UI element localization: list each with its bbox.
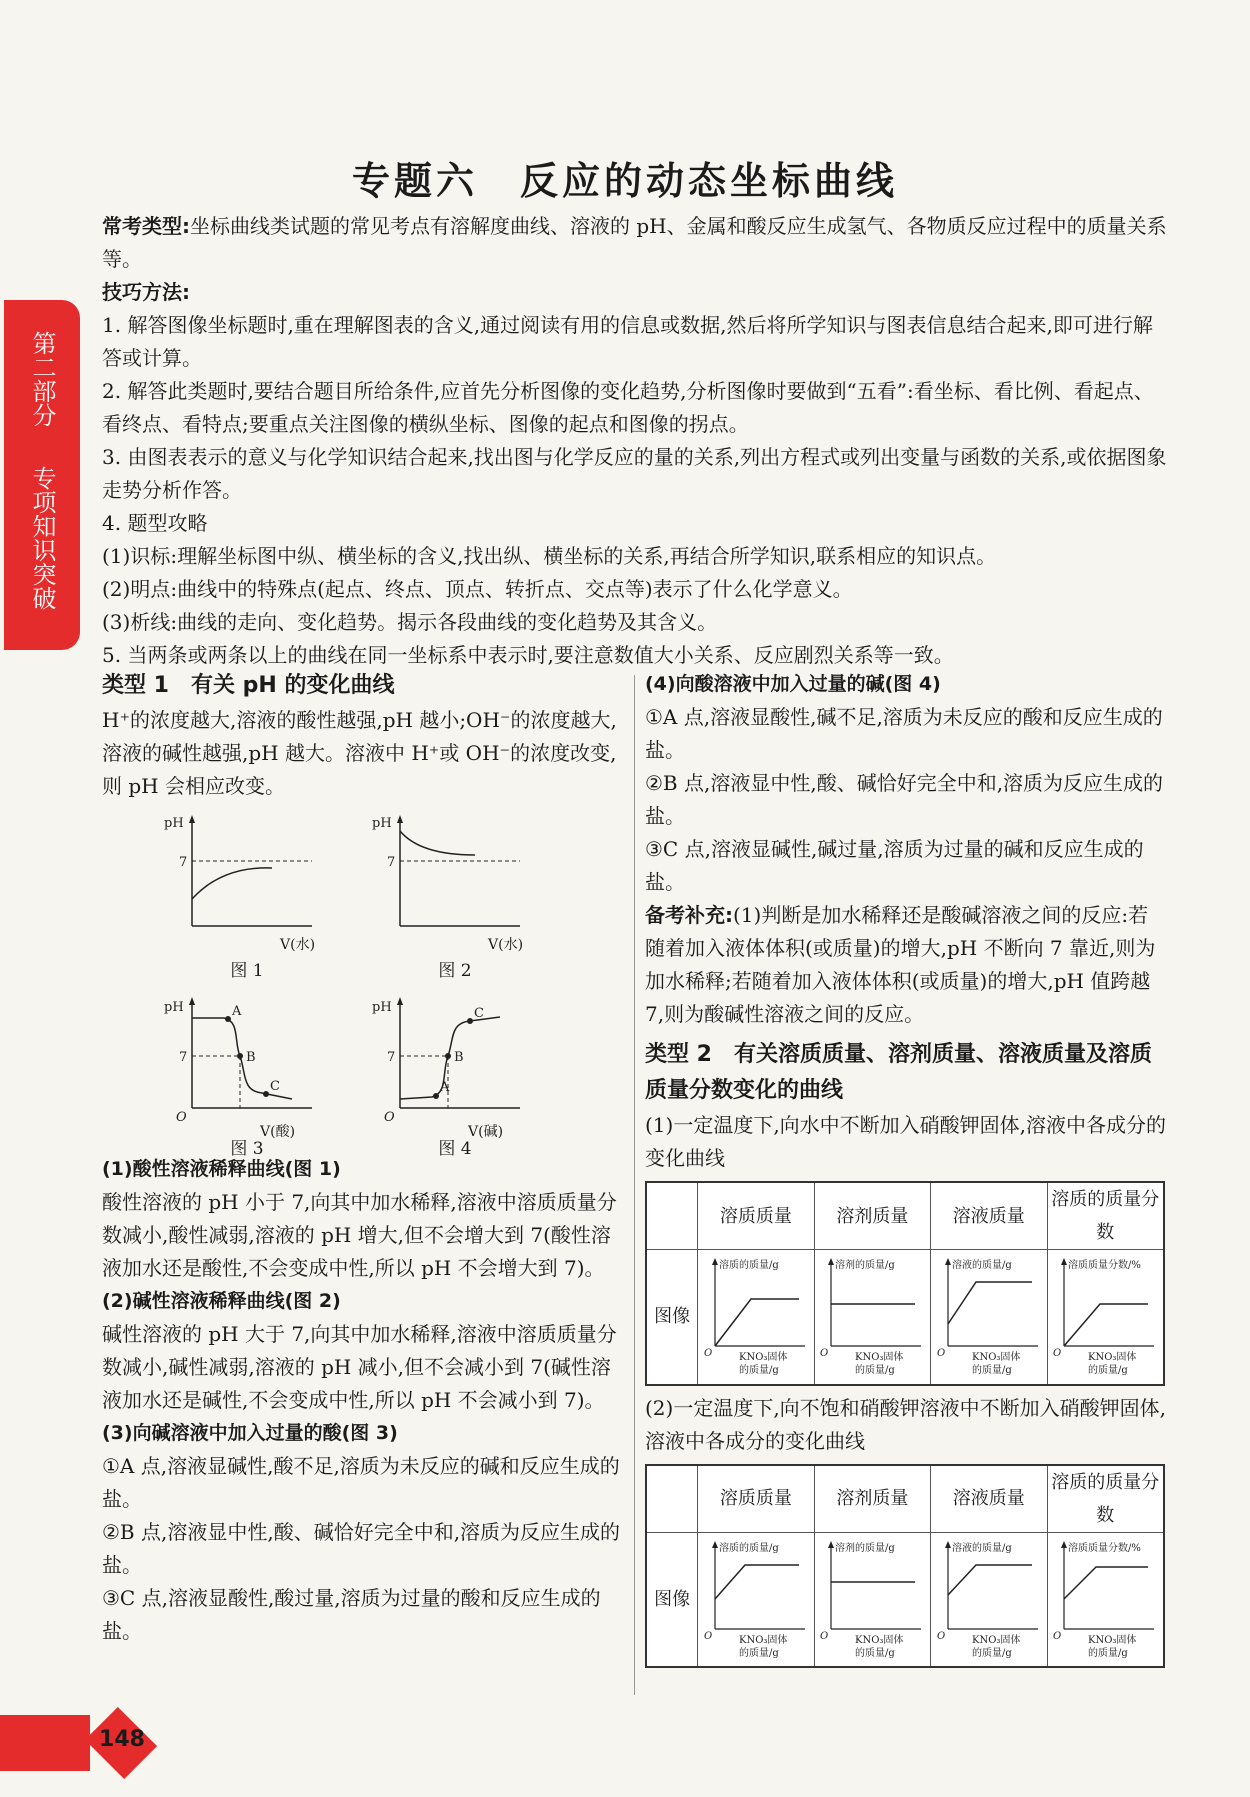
svg-text:的质量/g: 的质量/g — [855, 1365, 896, 1377]
t1-graph-solute — [698, 1250, 814, 1385]
tip-item: 1. 解答图像坐标题时,重在理解图表的含义,通过阅读有用的信息或数据,然后将所学知识与图表信息结合起来,即可进行解答或计算。 — [102, 313, 1153, 370]
tip-item: 5. 当两条或两条以上的曲线在同一坐标系中表示时,要注意数值大小关系、反应剧烈关系等一致。 — [102, 643, 954, 667]
tip-item: 2. 解答此类题时,要结合题目所给条件,应首先分析图像的变化趋势,分析图像时要做到“五看”:看坐标、看比例、看起点、看终点、看特点;要重点关注图像的横纵坐标、图像的起点和图像的拐点。 — [102, 379, 1154, 436]
intro-section — [102, 210, 1168, 672]
t1-header: 溶质的质量分数 — [1047, 1182, 1164, 1250]
fig3-point-a: A — [232, 1004, 242, 1019]
t2-graph-solvent — [814, 1532, 930, 1667]
fig2-xlabel: V(水) — [488, 937, 524, 953]
s3-title: (3)向碱溶液中加入过量的酸(图 3) — [102, 1422, 398, 1444]
tips-label: 技巧方法: — [102, 280, 190, 304]
figure-4 — [370, 993, 530, 1140]
fig3-ylabel: pH — [164, 1000, 184, 1015]
section-tab — [4, 300, 80, 650]
note-label: 备考补充: — [645, 903, 733, 927]
page-footer-bar — [0, 1715, 90, 1771]
svg-text:O: O — [820, 1348, 829, 1360]
s3-item: ②B 点,溶液显中性,酸、碱恰好完全中和,溶质为反应生成的盐。 — [102, 1520, 621, 1577]
t1-graph-solvent — [814, 1250, 930, 1385]
fig2-seven: 7 — [387, 855, 396, 870]
svg-text:溶质质量分数/%: 溶质质量分数/% — [1068, 1542, 1142, 1554]
svg-text:O: O — [703, 1630, 713, 1642]
section-tab-title: 专项知识突破 — [28, 466, 56, 610]
svg-text:O: O — [1053, 1630, 1062, 1642]
svg-text:溶剂的质量/g: 溶剂的质量/g — [835, 1542, 896, 1554]
fig3-point-c: C — [270, 1079, 280, 1094]
svg-text:的质量/g: 的质量/g — [738, 1365, 779, 1377]
fig4-point-a: A — [440, 1080, 450, 1095]
t1-header: 溶液质量 — [931, 1182, 1047, 1250]
s3-item: ③C 点,溶液显酸性,酸过量,溶质为过量的酸和反应生成的盐。 — [102, 1586, 601, 1643]
fig2-ylabel: pH — [372, 816, 392, 831]
svg-text:KNO₃固体: KNO₃固体 — [738, 1634, 788, 1646]
t2-header: 溶液质量 — [931, 1465, 1047, 1533]
t1-header: 溶剂质量 — [814, 1182, 930, 1250]
t2-row-label: 图像 — [646, 1532, 698, 1667]
fig4-seven: 7 — [387, 1050, 396, 1065]
table1-intro: (1)一定温度下,向水中不断加入硝酸钾固体,溶液中各成分的变化曲线 — [645, 1113, 1167, 1170]
t2-graph-solute — [698, 1532, 814, 1667]
note-text: (1)判断是加水稀释还是酸碱溶液之间的反应:若随着加入液体体积(或质量)的增大,pH 不断向 7 靠近,则为加水稀释;若随着加入液体体积(或质量)的增大,pH 值跨越 7,则为酸碱性溶液之间的反应。 — [645, 903, 1156, 1026]
svg-text:O: O — [703, 1348, 713, 1360]
ph-figures — [102, 803, 624, 1159]
svg-text:的质量/g: 的质量/g — [1088, 1647, 1129, 1659]
figure-1 — [162, 811, 322, 951]
t1-graph-fraction — [1047, 1250, 1164, 1385]
t2-header: 溶质的质量分数 — [1047, 1465, 1164, 1533]
t1-header: 溶质质量 — [698, 1182, 814, 1250]
svg-text:溶质的质量/g: 溶质的质量/g — [718, 1260, 779, 1272]
fig4-caption: 图 4 — [438, 1139, 472, 1159]
t2-header: 溶质质量 — [698, 1465, 814, 1533]
svg-text:O: O — [936, 1348, 945, 1360]
s2-title: (2)碱性溶液稀释曲线(图 2) — [102, 1290, 341, 1312]
fig3-point-b: B — [246, 1050, 256, 1065]
t2-graph-fraction — [1047, 1532, 1164, 1667]
left-column — [102, 668, 624, 1648]
svg-text:的质量/g: 的质量/g — [738, 1647, 779, 1659]
fig3-origin: O — [176, 1110, 187, 1123]
tip-item: 3. 由图表表示的意义与化学知识结合起来,找出图与化学反应的量的关系,列出方程式或列出变量与函数的关系,或依据图象走势分析作答。 — [102, 445, 1167, 502]
table-1 — [645, 1181, 1165, 1386]
column-divider — [634, 675, 635, 1695]
svg-text:O: O — [1053, 1348, 1062, 1360]
fig2-caption: 图 2 — [438, 961, 472, 981]
tip-item: (2)明点:曲线中的特殊点(起点、终点、顶点、转折点、交点等)表示了什么化学意义。 — [102, 577, 853, 601]
svg-text:溶质的质量/g: 溶质的质量/g — [718, 1542, 779, 1554]
svg-text:溶质质量分数/%: 溶质质量分数/% — [1068, 1260, 1142, 1272]
s2-text: 碱性溶液的 pH 大于 7,向其中加水稀释,溶液中溶质质量分数减小,碱性减弱,溶液的 pH 减小,但不会减小到 7(碱性溶液加水还是碱性,不会变成中性,所以 pH 不会减小到 7)。 — [102, 1322, 617, 1412]
right-column — [645, 668, 1167, 1668]
svg-text:的质量/g: 的质量/g — [971, 1365, 1012, 1377]
svg-text:O: O — [936, 1630, 945, 1642]
svg-text:KNO₃固体: KNO₃固体 — [738, 1352, 788, 1364]
tip-item: 4. 题型攻略 — [102, 511, 208, 535]
t1-graph-solution — [931, 1250, 1047, 1385]
fig3-seven: 7 — [179, 1050, 188, 1065]
fig1-seven: 7 — [179, 855, 188, 870]
common-types-text: 坐标曲线类试题的常见考点有溶解度曲线、溶液的 pH、金属和酸反应生成氢气、各物质反应过程中的质量关系等。 — [102, 214, 1167, 271]
t2-header: 溶剂质量 — [814, 1465, 930, 1533]
fig1-xlabel: V(水) — [280, 937, 316, 953]
svg-text:KNO₃固体: KNO₃固体 — [855, 1352, 904, 1364]
s1-text: 酸性溶液的 pH 小于 7,向其中加水稀释,溶液中溶质质量分数减小,酸性减弱,溶液的 pH 增大,但不会增大到 7(酸性溶液加水还是酸性,不会变成中性,所以 pH 不会增大到 7)。 — [102, 1190, 617, 1280]
svg-text:溶液的质量/g: 溶液的质量/g — [951, 1260, 1012, 1272]
tip-item: (1)识标:理解坐标图中纵、横坐标的含义,找出纵、横坐标的关系,再结合所学知识,联系相应的知识点。 — [102, 544, 997, 568]
fig4-xlabel: V(碱) — [468, 1124, 504, 1140]
figure-2 — [370, 811, 530, 951]
table-2 — [645, 1464, 1165, 1669]
svg-text:O: O — [820, 1630, 829, 1642]
s4-item: ②B 点,溶液显中性,酸、碱恰好完全中和,溶质为反应生成的盐。 — [645, 771, 1164, 828]
svg-text:的质量/g: 的质量/g — [855, 1647, 896, 1659]
page-title: 专题六 反应的动态坐标曲线 — [351, 159, 898, 203]
page-number: 148 — [99, 1727, 145, 1752]
fig1-caption: 图 1 — [230, 961, 264, 981]
fig4-ylabel: pH — [372, 1000, 392, 1015]
svg-text:KNO₃固体: KNO₃固体 — [971, 1634, 1021, 1646]
fig4-origin: O — [384, 1110, 395, 1123]
fig3-xlabel: V(酸) — [260, 1124, 296, 1140]
svg-text:KNO₃固体: KNO₃固体 — [971, 1352, 1021, 1364]
t2-graph-solution — [931, 1532, 1047, 1667]
fig1-ylabel: pH — [164, 816, 184, 831]
svg-text:溶剂的质量/g: 溶剂的质量/g — [835, 1260, 896, 1272]
svg-text:KNO₃固体: KNO₃固体 — [1088, 1352, 1137, 1364]
svg-text:的质量/g: 的质量/g — [971, 1647, 1012, 1659]
s4-item: ③C 点,溶液显碱性,碱过量,溶质为过量的碱和反应生成的盐。 — [645, 837, 1144, 894]
svg-text:的质量/g: 的质量/g — [1088, 1365, 1129, 1377]
s3-item: ①A 点,溶液显碱性,酸不足,溶质为未反应的碱和反应生成的盐。 — [102, 1454, 620, 1511]
svg-text:KNO₃固体: KNO₃固体 — [1088, 1634, 1137, 1646]
s4-item: ①A 点,溶液显酸性,碱不足,溶质为未反应的酸和反应生成的盐。 — [645, 705, 1163, 762]
fig4-point-b: B — [454, 1050, 464, 1065]
fig4-point-c: C — [474, 1006, 484, 1021]
common-types-label: 常考类型: — [102, 214, 190, 238]
tip-item: (3)析线:曲线的走向、变化趋势。揭示各段曲线的变化趋势及其含义。 — [102, 610, 718, 634]
fig3-caption: 图 3 — [230, 1139, 264, 1159]
type2-heading: 类型 2 有关溶质质量、溶剂质量、溶液质量及溶质质量分数变化的曲线 — [645, 1042, 1152, 1103]
figure-3 — [162, 993, 322, 1140]
type1-intro: H⁺的浓度越大,溶液的酸性越强,pH 越小;OH⁻的浓度越大,溶液的碱性越强,pH 越大。溶液中 H⁺或 OH⁻的浓度改变,则 pH 会相应改变。 — [102, 708, 617, 798]
s1-title: (1)酸性溶液稀释曲线(图 1) — [102, 1158, 341, 1180]
table2-intro: (2)一定温度下,向不饱和硝酸钾溶液中不断加入硝酸钾固体,溶液中各成分的变化曲线 — [645, 1395, 1167, 1453]
s4-title: (4)向酸溶液中加入过量的碱(图 4) — [645, 673, 941, 695]
svg-text:溶液的质量/g: 溶液的质量/g — [951, 1542, 1012, 1554]
section-tab-part: 第二部分 — [28, 331, 56, 427]
svg-text:KNO₃固体: KNO₃固体 — [855, 1634, 904, 1646]
type1-heading: 类型 1 有关 pH 的变化曲线 — [102, 673, 395, 698]
t1-row-label: 图像 — [646, 1250, 698, 1385]
